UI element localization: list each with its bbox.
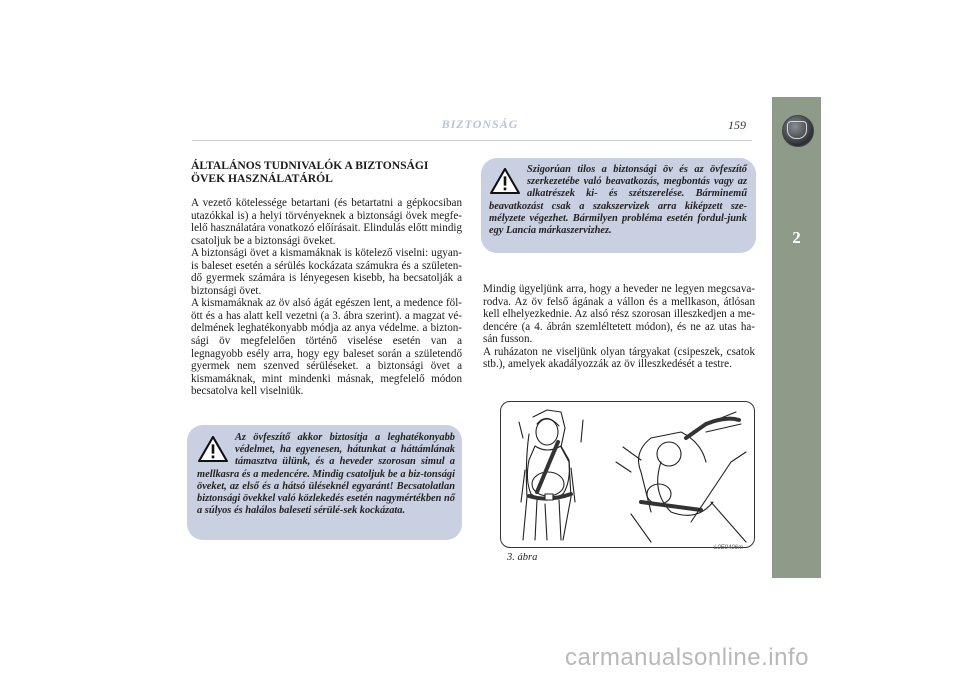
seatbelt-illustration-drawing: [501, 402, 754, 547]
paragraph: A ruházaton ne viseljünk olyan tárgyakat (csipeszek, csatok stb.), amelyek akadályozzák az öv illeszkedését a testre.: [483, 345, 755, 371]
left-body-text: [191, 197, 462, 398]
header-divider: [192, 140, 752, 141]
figure-code: L0E0406m: [714, 545, 744, 551]
watermark: carmanualsonline.info: [565, 644, 809, 671]
warning-body: Az övfeszítő akkor biztosítja a leghatékonyabb védelmet, ha egyenesen, hátunkat a háttámlának támasztva ülünk, és a heveder szorosan simul a mellkasra és a medencére. Mindig csatoljuk be a biz-tonsági öveket, az első és a hátsó üléseknél egyaránt! Becsatolatlan biztonsági övekkel való közlekedés esetén nagymértékben nő a súlyos és halálos baleseti sérülé-sek kockázata.: [197, 432, 456, 517]
warning-triangle-icon: [489, 168, 521, 194]
emblem-shield: [787, 121, 807, 139]
paragraph: A biztonsági övet a kismamáknak is kötelező viselni: ugyan-is baleset esetén a sérülés kockázata számukra és a születen-dő gyermek számára is lényegesen kisebb, ha becsatolják a biztonsági övet.: [191, 247, 462, 297]
chapter-tab[interactable]: [772, 97, 821, 578]
chapter-number: 2: [792, 228, 801, 247]
right-body-text: [483, 283, 755, 371]
section-heading: [191, 160, 461, 185]
section-heading-line1: ÁLTALÁNOS TUDNIVALÓK A BIZTONSÁGI: [191, 159, 429, 172]
warning-text-tamper: [489, 164, 747, 237]
page-number: 159: [728, 118, 746, 132]
warning-text-seatbelt: [197, 432, 455, 517]
figure-seatbelt-illustration: [500, 401, 755, 548]
paragraph: A kismamáknak az öv alsó ágát egészen lent, a medence föl-ött és a has alatt kell vezetni (a 3. ábra szerint). a magzat vé-delmének leghatékonyabb módja az anya védelme. a bizton-sági öv megfelelően történő viselése esetén van a legnagyobb esély arra, hogy egy baleset során a születendő gyermek nem szenved sérüléseket. a biztonsági övet a kismamáknak, mint mindenki másnak, megfelelő módon becsatolva kell viselniük.: [191, 297, 462, 398]
warning-triangle-icon: [197, 436, 229, 462]
running-header-title: BIZTONSÁG: [441, 117, 519, 131]
warning-body: Szigorúan tilos a biztonsági öv és az övfeszítő szerkezetébe való beavatkozás, megbontás vagy az alkatrészek ki- és szétszerelése. Bárminemű beavatkozást csak a szakszervizek arra kiképzett sze-mélyzete végezhet. Bármilyen probléma esetén fordul-junk egy Lancia márkaszervizhez.: [489, 164, 747, 237]
paragraph: A vezető kötelessége betartani (és betartatni a gépkocsiban utazókkal is) a helyi törvényeknek a biztonsági övek megfe-lelő használatára vonatkozó előírásait. Elindulás előtt mindig csatoljuk be a biztonsági öveket.: [191, 197, 462, 247]
section-heading-line2: ÖVEK HASZNÁLATÁRÓL: [191, 171, 333, 185]
figure-caption: 3. ábra: [507, 552, 538, 563]
paragraph: Mindig ügyeljünk arra, hogy a heveder ne legyen megcsava-rodva. Az öv felső ágának a vállon és a mellkason, átlósan kell elhelyezkednie. Az alsó rész szorosan illeszkedjen a me-dencére (a 4. ábrán szemléltetett módon), és ne az utas ha-sán fusson.: [483, 283, 755, 346]
